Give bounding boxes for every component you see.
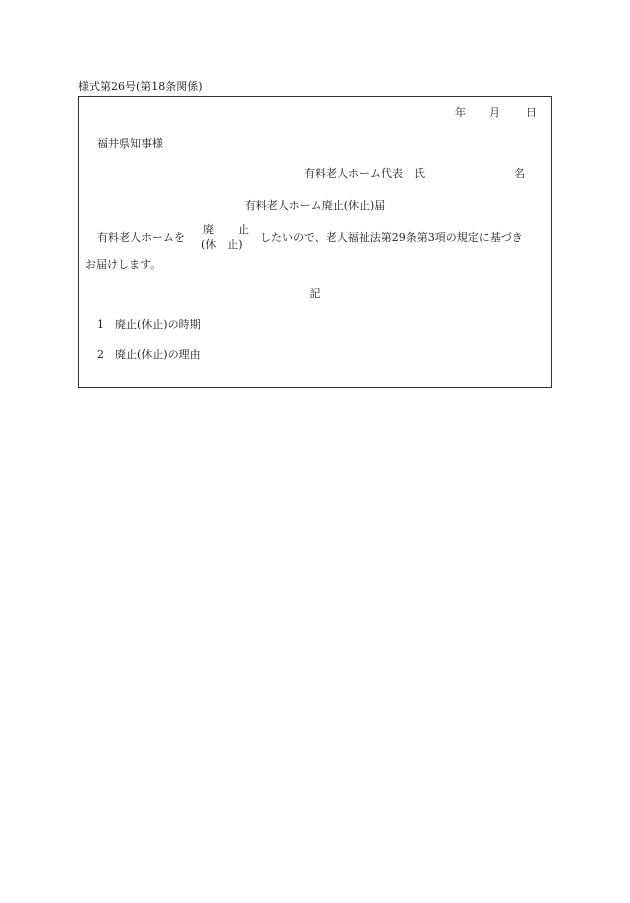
body-text-rest: したいので、老人福祉法第29条第3項の規定に基づき: [260, 231, 523, 244]
date-month-label: 月: [489, 106, 500, 119]
body-text-line2: お届けします。: [85, 258, 162, 271]
addressee: 福井県知事様: [97, 137, 163, 150]
choice-abolish-char-1: 廃: [203, 223, 214, 236]
date-day-label: 日: [526, 106, 537, 119]
choice-abolish-char-2: 止: [238, 223, 249, 236]
ki-heading: 記: [309, 287, 321, 300]
list-item-timing: 1 廃止(休止)の時期: [97, 318, 201, 331]
document-title: 有料老人ホーム廃止(休止)届: [244, 199, 386, 212]
applicant-name-char: 名: [514, 167, 525, 180]
notification-form: [78, 96, 552, 388]
date-year-label: 年: [455, 106, 466, 119]
applicant-label: 有料老人ホーム代表 氏: [304, 167, 425, 180]
list-item-reason: 2 廃止(休止)の理由: [97, 348, 201, 361]
form-number-label: 様式第26号(第18条関係): [78, 80, 203, 93]
choice-suspend: (休 止): [201, 238, 243, 251]
body-text-lead: 有料老人ホームを: [97, 231, 185, 244]
